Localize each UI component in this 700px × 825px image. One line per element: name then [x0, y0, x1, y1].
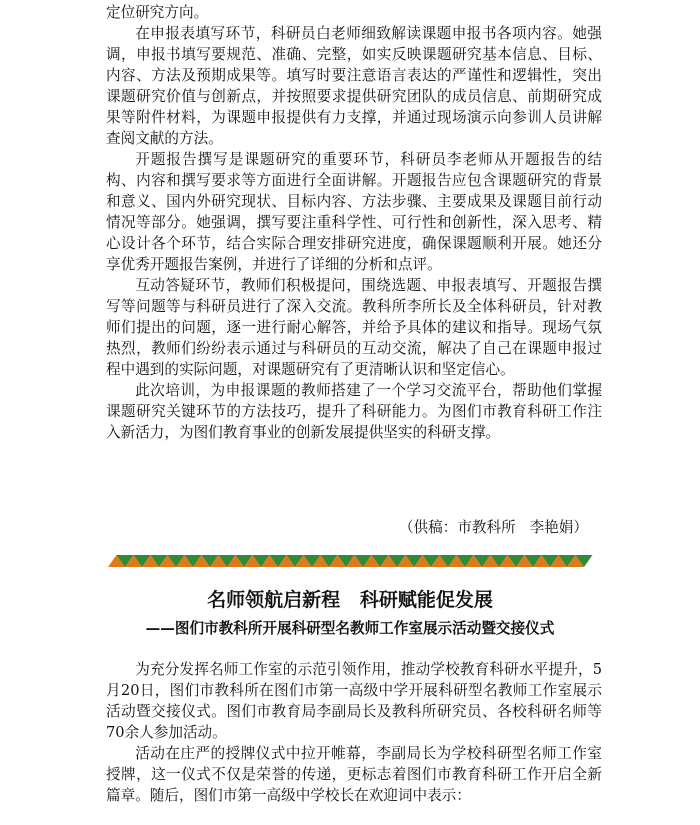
article2-title: 名师领航启新程 科研赋能促发展: [207, 589, 493, 611]
article1-body: [106, 2, 602, 443]
article1-credit: （供稿：市教科所 李艳娟）: [398, 519, 588, 536]
article1-paragraph: 互动答疑环节，教师们积极提问，围绕选题、申报表填写、开题报告撰写等问题等与科研员进行了深入交流。教科所李所长及全体科研员，针对教师们提出的问题，逐一进行耐心解答，并给予具体的建议和指导。现场气氛热烈，教师们纷纷表示通过与科研员的互动交流，解决了自己在课题申报过程中遇到的实际问题，对课题研究有了更清晰认识和坚定信心。: [106, 277, 602, 378]
article2-subtitle: ——图们市教科所开展科研型名教师工作室展示活动暨交接仪式: [145, 620, 555, 637]
article1-continuation: 定位研究方向。: [106, 4, 209, 21]
article1-paragraph: 此次培训，为申报课题的教师搭建了一个学习交流平台，帮助他们掌握课题研究关键环节的方法技巧，提升了科研能力。为图们市教育科研工作注入新活力，为图们教育事业的创新发展提供坚实的科研支撑。: [106, 382, 602, 441]
article2-paragraph: 为充分发挥名师工作室的示范引领作用，推动学校教育科研水平提升，5月20日，图们市教科所在图们市第一高级中学开展科研型名教师工作室展示活动暨交接仪式。图们市教育局李副局长及教科所研究员、各校科研名师等70余人参加活动。: [106, 661, 602, 741]
decorative-divider: [108, 555, 598, 567]
article1-paragraph: 开题报告撰写是课题研究的重要环节，科研员李老师从开题报告的结构、内容和撰写要求等方面进行全面讲解。开题报告应包含课题研究的背景和意义、国内外研究现状、目标内容、方法步骤、主要成果及课题目前行动情况等部分。她强调，撰写要注重科学性、可行性和创新性，深入思考、精心设计各个环节，结合实际合理安排研究进度，确保课题顺利开展。她还分享优秀开题报告案例，并进行了详细的分析和点评。: [106, 151, 602, 273]
article2-body: [106, 659, 602, 806]
article2-paragraph: 活动在庄严的授牌仪式中拉开帷幕，李副局长为学校科研型名师工作室授牌，这一仪式不仅是荣誉的传递，更标志着图们市教育科研工作开启全新篇章。随后，图们市第一高级中学校长在欢迎词中表示：: [106, 745, 602, 804]
article1-paragraph: 在申报表填写环节，科研员白老师细致解读课题申报书各项内容。她强调，申报书填写要规范、准确、完整，如实反映课题研究基本信息、目标、内容、方法及预期成果等。填写时要注意语言表达的严谨性和逻辑性，突出课题研究价值与创新点，并按照要求提供研究团队的成员信息、前期研究成果等附件材料，为课题申报提供有力支撑，并通过现场演示向参训人员讲解查阅文献的方法。: [106, 25, 602, 147]
